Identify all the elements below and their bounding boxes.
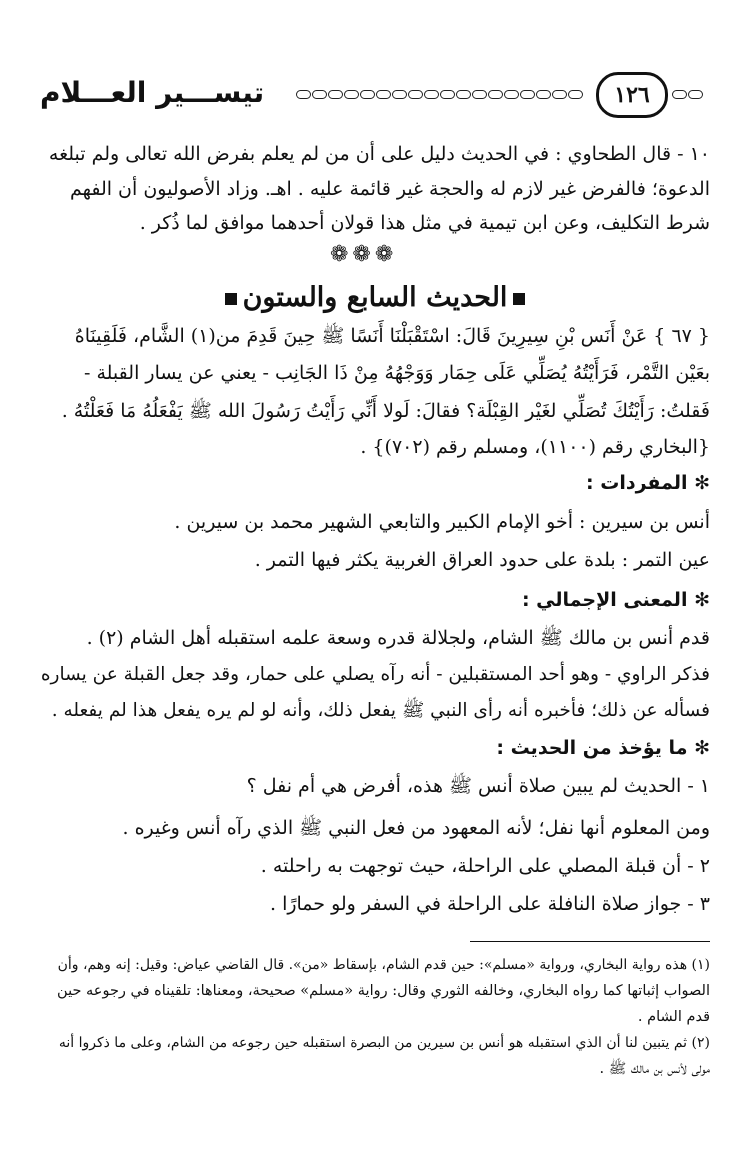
page-number: ١٢٦ xyxy=(596,72,668,118)
paragraph-line: ١٠ - قال الطحاوي : في الحديث دليل على أن من لم يعلم بفرض الله تعالى ولم تبلغه xyxy=(48,143,710,165)
paragraph-line: الدعوة؛ فالفرض غير لازم له والحجة غير قائمة عليه . اهـ. وزاد الأصوليون أن الفهم xyxy=(69,178,710,200)
hadith-title-text: الحديث السابع والستون xyxy=(242,282,508,313)
section-heading-lessons: ✻ ما يؤخذ من الحديث : xyxy=(496,737,710,759)
hadith-line: { ٦٧ } عَنْ أَنَس بْنِ سِيرِينَ قَالَ: اسْتَقْبَلْنَا أَنَسًا ﷺ حِينَ قَدِمَ من(١) الشَّام، فَلَقِينَاهُ xyxy=(74,325,710,347)
hadith-line: فَقلتُ: رَأَيْتُكَ تُصَلِّي لغَيْر القِبْلَة؟ فقالَ: لَولا أَنِّي رَأَيْتُ رَسُولَ الله ﷺ يَفْعَلُهُ مَا فَعَلْتُهُ . xyxy=(61,400,710,422)
vocab-item: عين التمر : بلدة على حدود العراق الغربية يكثر فيها التمر . xyxy=(254,549,710,571)
section-heading-vocab: ✻ المفردات : xyxy=(586,472,710,494)
chain-ornament xyxy=(296,90,583,102)
hadith-title xyxy=(0,282,750,313)
hadith-citation: {البخاري رقم (١١٠٠)، ومسلم رقم (٧٠٢)} . xyxy=(360,436,710,458)
page-header xyxy=(40,72,710,122)
meaning-line: قدم أنس بن مالك ﷺ الشام، ولجلالة قدره وسعة علمه استقبله أهل الشام (٢) . xyxy=(86,627,710,649)
footnote-line: قدم الشام . xyxy=(637,1009,710,1025)
meaning-line: فسأله عن ذلك؛ فأخبره أنه رأى النبي ﷺ يفعل ذلك، وأنه لو لم يره يفعل هذا لم يفعله . xyxy=(51,700,710,721)
footnote-line: (٢) ثم يتبين لنا أن الذي استقبله هو أنس بن سيرين من البصرة استقبله حين رجوعه من الشام، وعلى ما ذكروا أنه xyxy=(58,1035,710,1051)
flower-ornament: ❁❁❁ xyxy=(330,242,398,267)
book-title: تيســـير العـــلام xyxy=(40,76,265,109)
footnote-line: الصواب إثباتها كما رواه البخاري، وخالفه الثوري وقال: رواية «مسلم» صحيحة، ومعناها: تلقيناه في رجوعه حين xyxy=(57,983,710,999)
footnote-line: (١) هذه رواية البخاري، ورواية «مسلم»: حين قدم الشام، بإسقاط «من». قال القاضي عياض: وقيل: إنه وهم، وأن xyxy=(57,957,710,973)
paragraph-line: شرط التكليف، وعن ابن تيمية في مثل هذا قولان أحدهما موافق لما ذُكر . xyxy=(139,212,710,234)
lesson-item: ٢ - أن قبلة المصلي على الراحلة، حيث توجهت به راحلته . xyxy=(260,855,710,877)
lesson-item: ٣ - جواز صلاة النافلة على الراحلة في السفر ولو حمارًا . xyxy=(269,893,710,915)
meaning-line: فذكر الراوي - وهو أحد المستقبلين - أنه رآه يصلي على حمار، وقد جعل القبلة عن يساره xyxy=(40,664,710,685)
chain-ornament-small xyxy=(672,90,703,102)
lesson-item: ١ - الحديث لم يبين صلاة أنس ﷺ هذه، أفرض هي أم نفل ؟ xyxy=(246,775,710,797)
lesson-item: ومن المعلوم أنها نفل؛ لأنه المعهود من فعل النبي ﷺ الذي رآه أنس وغيره . xyxy=(122,817,710,839)
hadith-line: بعَيْن التَّمْر، فَرَأَيْتُهُ يُصَلِّي عَلَى حِمَار وَوَجْهُهُ مِنْ ذَا الجَانِب - يعني عن يسار القبلة - xyxy=(84,362,710,384)
footnote-line: مولى لأنس بن مالك ﷺ . xyxy=(599,1061,710,1077)
section-heading-meaning: ✻ المعنى الإجمالي : xyxy=(521,589,710,611)
vocab-item: أنس بن سيرين : أخو الإمام الكبير والتابعي الشهير محمد بن سيرين . xyxy=(174,511,710,533)
footnote-separator xyxy=(470,941,710,942)
